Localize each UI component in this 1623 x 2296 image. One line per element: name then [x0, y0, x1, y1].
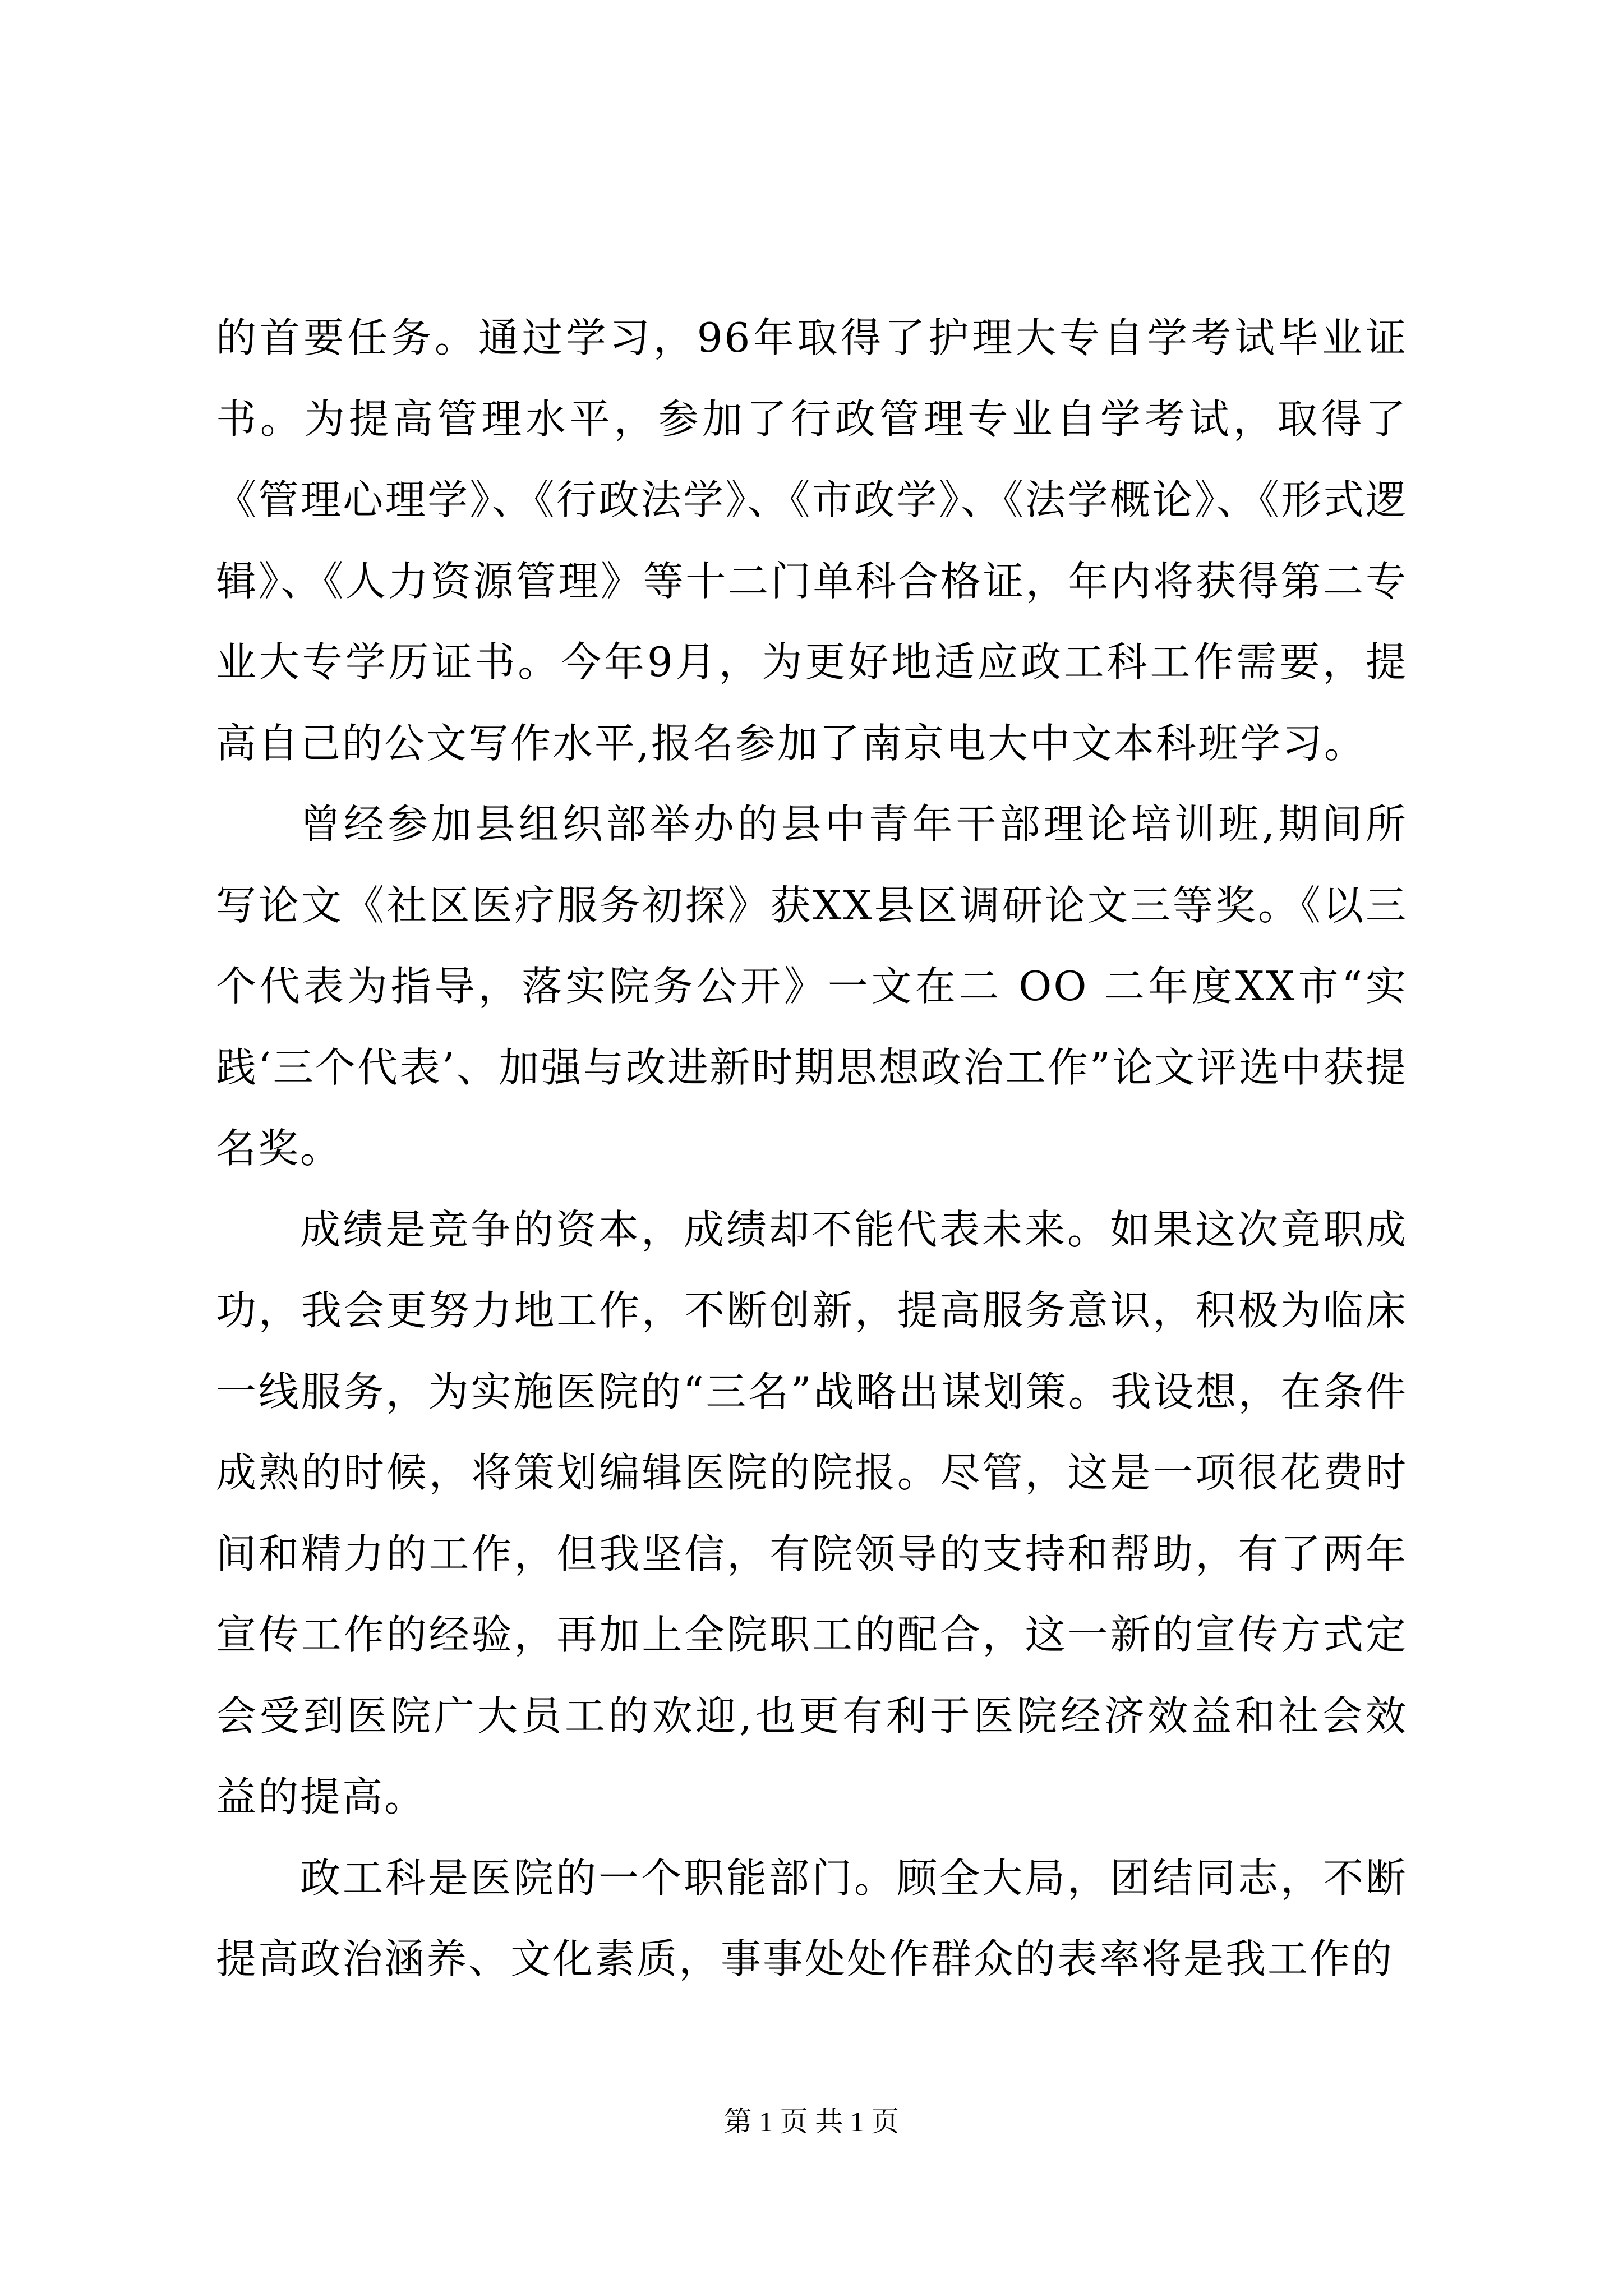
paragraph-4: 政工科是医院的一个职能部门。顾全大局，团结同志，不断提高政治涵养、文化素质，事事处处作群众的表率将是我工作的 [216, 1854, 1408, 1982]
paragraph-1: 的首要任务。通过学习，96年取得了护理大专自学考试毕业证书。为提高管理水平，参加了行政管理专业自学考试，取得了《管理心理学》、《行政法学》、《市政学》、《法学概论》、《形式逻辑》、《人力资源管理》等十二门单科合格证，年内将获得第二专业大专学历证书。今年9月，为更好地适应政工科工作需要，提高自己的公文写作水平,报名参加了南京电大中文本科班学习。 [216, 314, 1408, 767]
page-footer: 第 1 页 共 1 页 [723, 2106, 900, 2137]
document-body [216, 297, 1408, 2000]
paragraph-2: 曾经参加县组织部举办的县中青年干部理论培训班,期间所写论文《社区医疗服务初探》获XX县区调研论文三等奖。《以三个代表为指导，落实院务公开》一文在二 OO 二年度XX市“实践‘三个代表’、加强与改进新时期思想政治工作”论文评选中获提名奖。 [216, 800, 1408, 1172]
paragraph-3: 成绩是竞争的资本，成绩却不能代表未来。如果这次竟职成功，我会更努力地工作，不断创新，提高服务意识，积极为临床一线服务，为实施医院的“三名”战略出谋划策。我设想，在条件成熟的时候，将策划编辑医院的院报。尽管，这是一项很花费时间和精力的工作，但我坚信，有院领导的支持和帮助，有了两年宣传工作的经验，再加上全院职工的配合，这一新的宣传方式定会受到医院广大员工的欢迎,也更有利于医院经济效益和社会效益的提高。 [216, 1205, 1408, 1820]
